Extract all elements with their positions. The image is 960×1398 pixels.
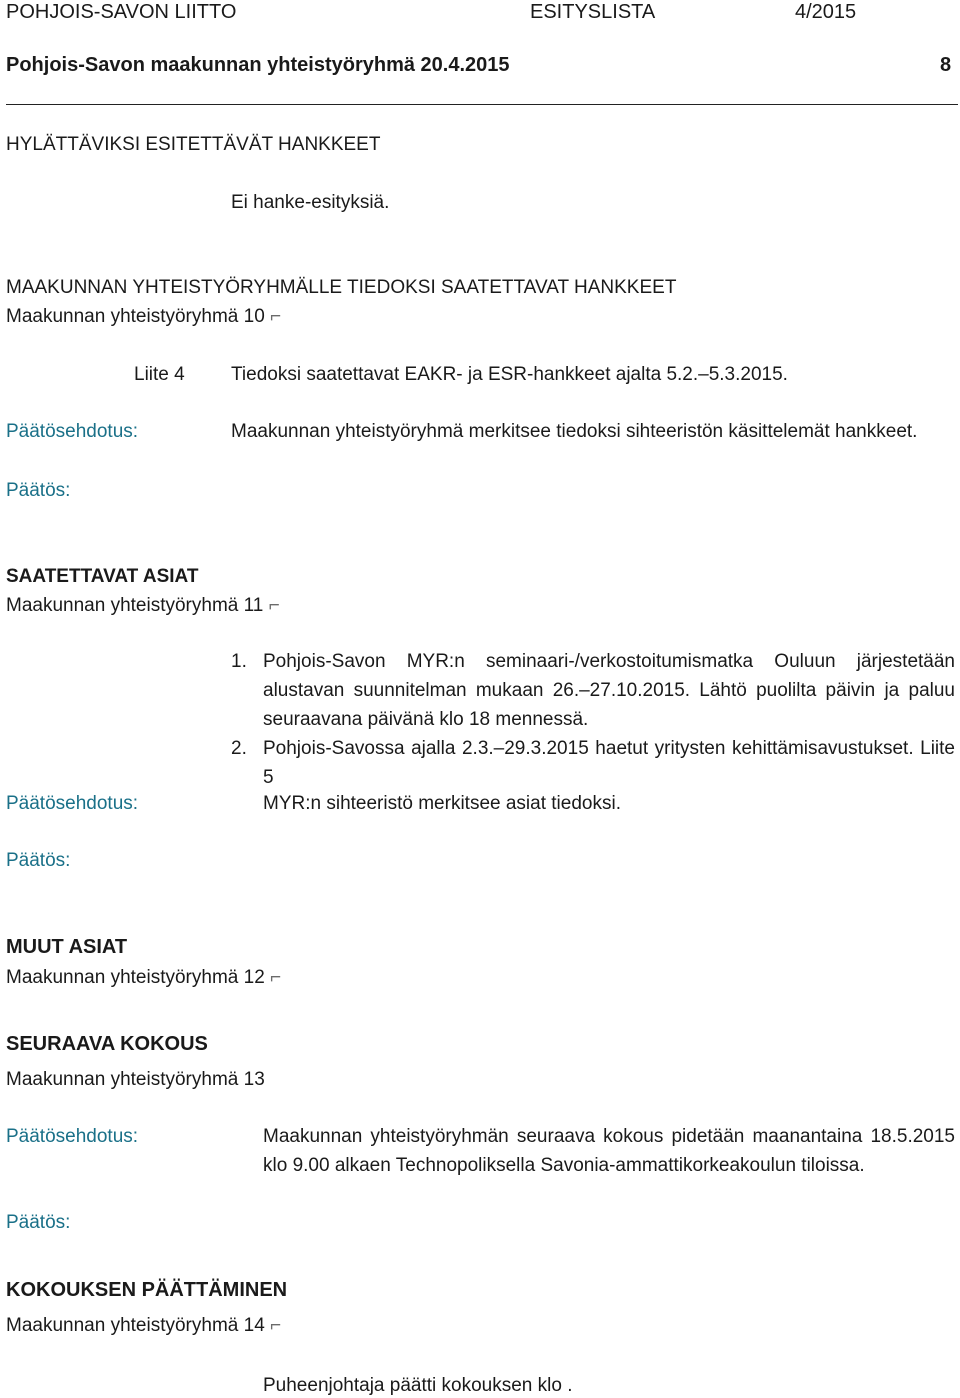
section-13: Maakunnan yhteistyöryhmä 13	[6, 1069, 265, 1090]
proposal-label: Päätösehdotus:	[6, 421, 139, 442]
other-heading: MUUT ASIAT	[6, 936, 128, 958]
meeting-title: Pohjois-Savon maakunnan yhteistyöryhmä 20.4.2015	[6, 54, 510, 76]
list-item: 1. Pohjois-Savon MYR:n seminaari-/verkostoitumismatka Ouluun järjestetään alustavan suunnitelman mukaan 26.–27.10.2015. Lähtö puolilta päivin ja paluu seuraavana päivänä klo 18 mennessä.	[231, 651, 955, 730]
proposal-label: Päätösehdotus:	[6, 793, 139, 814]
appendix-text: Tiedoksi saatettavat EAKR- ja ESR-hankkeet ajalta 5.2.–5.3.2015.	[231, 364, 788, 385]
header-rule	[6, 104, 958, 105]
proposal-label: Päätösehdotus:	[6, 1126, 139, 1147]
closing-text: Puheenjohtaja päätti kokouksen klo .	[263, 1375, 573, 1396]
section-10: Maakunnan yhteistyöryhmä 10 ⌐	[6, 306, 282, 327]
section-mark-icon: ⌐	[270, 1315, 282, 1336]
doc-number: 4/2015	[795, 1, 857, 23]
decision-label: Päätös:	[6, 850, 71, 871]
appendix-label: Liite 4	[134, 364, 185, 385]
list-item: 2. Pohjois-Savossa ajalla 2.3.–29.3.2015 haetut yritysten kehittämisavustukset. Liite 5	[231, 738, 955, 788]
page-number: 8	[940, 54, 952, 76]
info-heading: MAAKUNNAN YHTEISTYÖRYHMÄLLE TIEDOKSI SAATETTAVAT HANKKEET	[6, 277, 677, 298]
decision-label: Päätös:	[6, 1212, 71, 1233]
decision-label: Päätös:	[6, 480, 71, 501]
matters-list	[231, 647, 955, 792]
section-mark-icon: ⌐	[268, 595, 280, 616]
rejected-text: Ei hanke-esityksiä.	[231, 192, 390, 213]
proposal-text: Maakunnan yhteistyöryhmä merkitsee tiedoksi sihteeristön käsittelemät hankkeet.	[231, 421, 918, 442]
proposal-text: MYR:n sihteeristö merkitsee asiat tiedoksi.	[263, 793, 621, 814]
section-mark-icon: ⌐	[270, 306, 282, 327]
section-11: Maakunnan yhteistyöryhmä 11 ⌐	[6, 595, 280, 616]
doc-type: ESITYSLISTA	[530, 1, 656, 23]
proposal-text: Maakunnan yhteistyöryhmän seuraava kokous pidetään maanantaina 18.5.2015 klo 9.00 alkaen Technopoliksella Savonia-ammattikorkeakoulun tiloissa.	[263, 1126, 955, 1176]
section-mark-icon: ⌐	[270, 967, 282, 988]
section-12: Maakunnan yhteistyöryhmä 12 ⌐	[6, 967, 282, 988]
section-14: Maakunnan yhteistyöryhmä 14 ⌐	[6, 1315, 282, 1336]
closing-heading: KOKOUKSEN PÄÄTTÄMINEN	[6, 1279, 288, 1301]
org-name: POHJOIS-SAVON LIITTO	[6, 1, 237, 23]
rejected-heading: HYLÄTTÄVIKSI ESITETTÄVÄT HANKKEET	[6, 134, 381, 155]
next-meeting-heading: SEURAAVA KOKOUS	[6, 1033, 208, 1055]
matters-heading: SAATETTAVAT ASIAT	[6, 566, 199, 587]
